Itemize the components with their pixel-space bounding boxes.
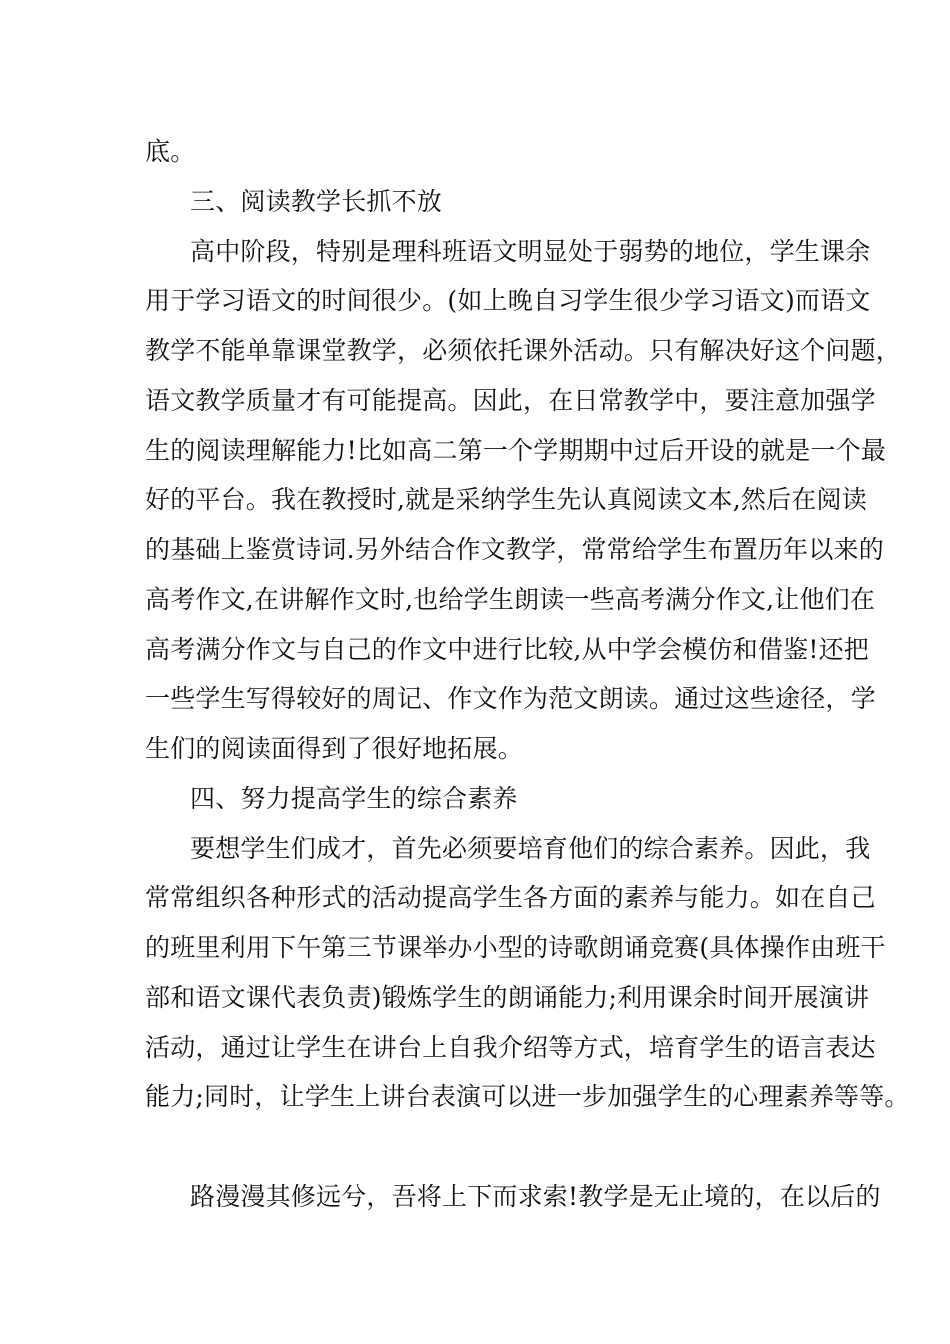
text-line: 底。	[145, 137, 196, 166]
text-line: 部和语文课代表负责)锻炼学生的朗诵能力;利用课余时间开展演讲	[145, 983, 870, 1012]
text-line: 语文教学质量才有可能提高。因此，在日常教学中，要注意加强学	[145, 386, 876, 415]
text-line: 生的阅读理解能力!比如高二第一个学期期中过后开设的就是一个最	[145, 436, 887, 465]
text-line: 的基础上鉴赏诗词.另外结合作文教学，常常给学生布置历年以来的	[145, 535, 884, 564]
text-line: 路漫漫其修远兮，吾将上下而求索!教学是无止境的，在以后的	[190, 1182, 881, 1211]
text-line: 常常组织各种形式的活动提高学生各方面的素养与能力。如在自己	[145, 883, 876, 912]
text-line: 生们的阅读面得到了很好地拓展。	[145, 734, 524, 763]
text-line: 一些学生写得较好的周记、作文作为范文朗读。通过这些途径，学	[145, 684, 876, 713]
text-line: 好的平台。我在教授时,就是采纳学生先认真阅读文本,然后在阅读	[145, 485, 867, 514]
text-line: 的班里利用下午第三节课举办小型的诗歌朗诵竞赛(具体操作由班干	[145, 933, 886, 962]
text-line: 能力;同时，让学生上讲台表演可以进一步加强学生的心理素养等等。	[145, 1082, 910, 1111]
text-line: 高中阶段，特别是理科班语文明显处于弱势的地位，学生课余	[190, 237, 871, 266]
section-heading-3: 三、阅读教学长抓不放	[190, 187, 443, 216]
text-line: 要想学生们成才，首先必须要培育他们的综合素养。因此，我	[190, 834, 871, 863]
text-line: 高考满分作文与自己的作文中进行比较,从中学会模仿和借鉴!还把	[145, 635, 869, 664]
text-line: 高考作文,在讲解作文时,也给学生朗读一些高考满分作文,让他们在	[145, 585, 876, 614]
text-line: 教学不能单靠课堂教学，必须依托课外活动。只有解决好这个问题，	[145, 336, 902, 365]
text-line: 用于学习语文的时间很少。(如上晚自习学生很少学习语文)而语文	[145, 286, 871, 315]
section-heading-4: 四、努力提高学生的综合素养	[190, 784, 518, 813]
text-line: 活动，通过让学生在讲台上自我介绍等方式，培育学生的语言表达	[145, 1033, 876, 1062]
